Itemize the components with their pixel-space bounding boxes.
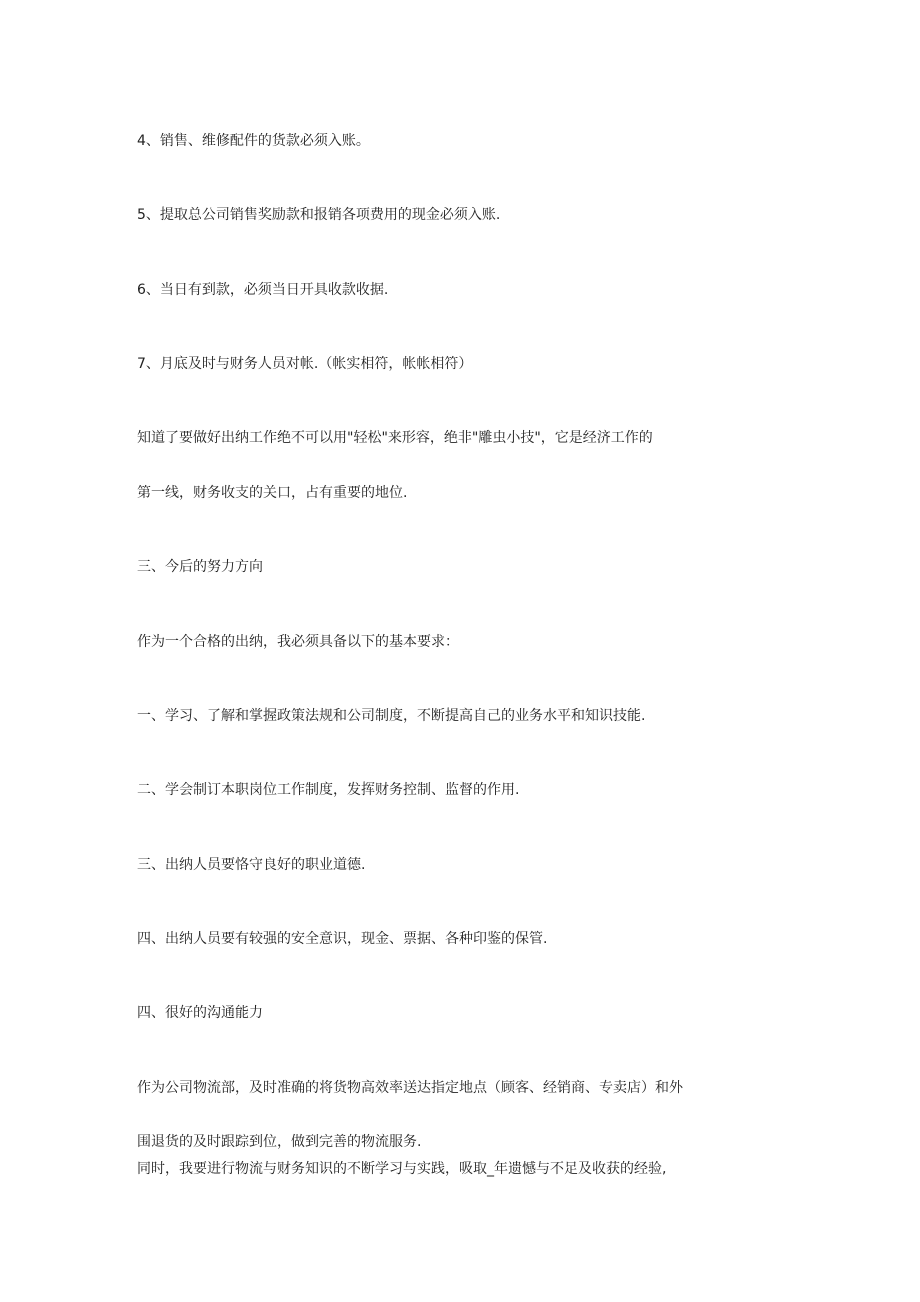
paragraph-line: 作为公司物流部，及时准确的将货物高效率送达指定地点（顾客、经销商、专卖店）和外 bbox=[137, 1080, 683, 1096]
paragraph-line: 四、出纳人员要有较强的安全意识，现金、票据、各种印鉴的保管. bbox=[137, 931, 548, 947]
paragraph-line: 一、学习、了解和掌握政策法规和公司制度，不断提高自己的业务水平和知识技能. bbox=[137, 708, 646, 724]
paragraph-line: 7、月底及时与财务人员对帐.（帐实相符，帐帐相符） bbox=[137, 356, 473, 372]
paragraph-line: 作为一个合格的出纳，我必须具备以下的基本要求： bbox=[137, 634, 459, 650]
paragraph-line: 二、学会制订本职岗位工作制度，发挥财务控制、监督的作用. bbox=[137, 782, 520, 798]
paragraph-line: 知道了要做好出纳工作绝不可以用"轻松"来形容，绝非"雕虫小技"，它是经济工作的 bbox=[137, 430, 653, 446]
section-heading: 四、很好的沟通能力 bbox=[137, 1005, 263, 1021]
paragraph-line: 5、提取总公司销售奖励款和报销各项费用的现金必须入账. bbox=[137, 207, 501, 223]
paragraph-line: 6、当日有到款，必须当日开具收款收据. bbox=[137, 282, 389, 298]
paragraph-line: 围退货的及时跟踪到位，做到完善的物流服务. bbox=[137, 1134, 422, 1150]
paragraph-line: 三、出纳人员要恪守良好的职业道德. bbox=[137, 857, 366, 873]
section-heading: 三、今后的努力方向 bbox=[137, 559, 263, 575]
paragraph-line: 同时，我要进行物流与财务知识的不断学习与实践，吸取_年遗憾与不足及收获的经验, bbox=[137, 1161, 667, 1177]
paragraph-line: 第一线，财务收支的关口，占有重要的地位. bbox=[137, 485, 408, 501]
paragraph-line: 4、销售、维修配件的货款必须入账。 bbox=[137, 133, 370, 149]
